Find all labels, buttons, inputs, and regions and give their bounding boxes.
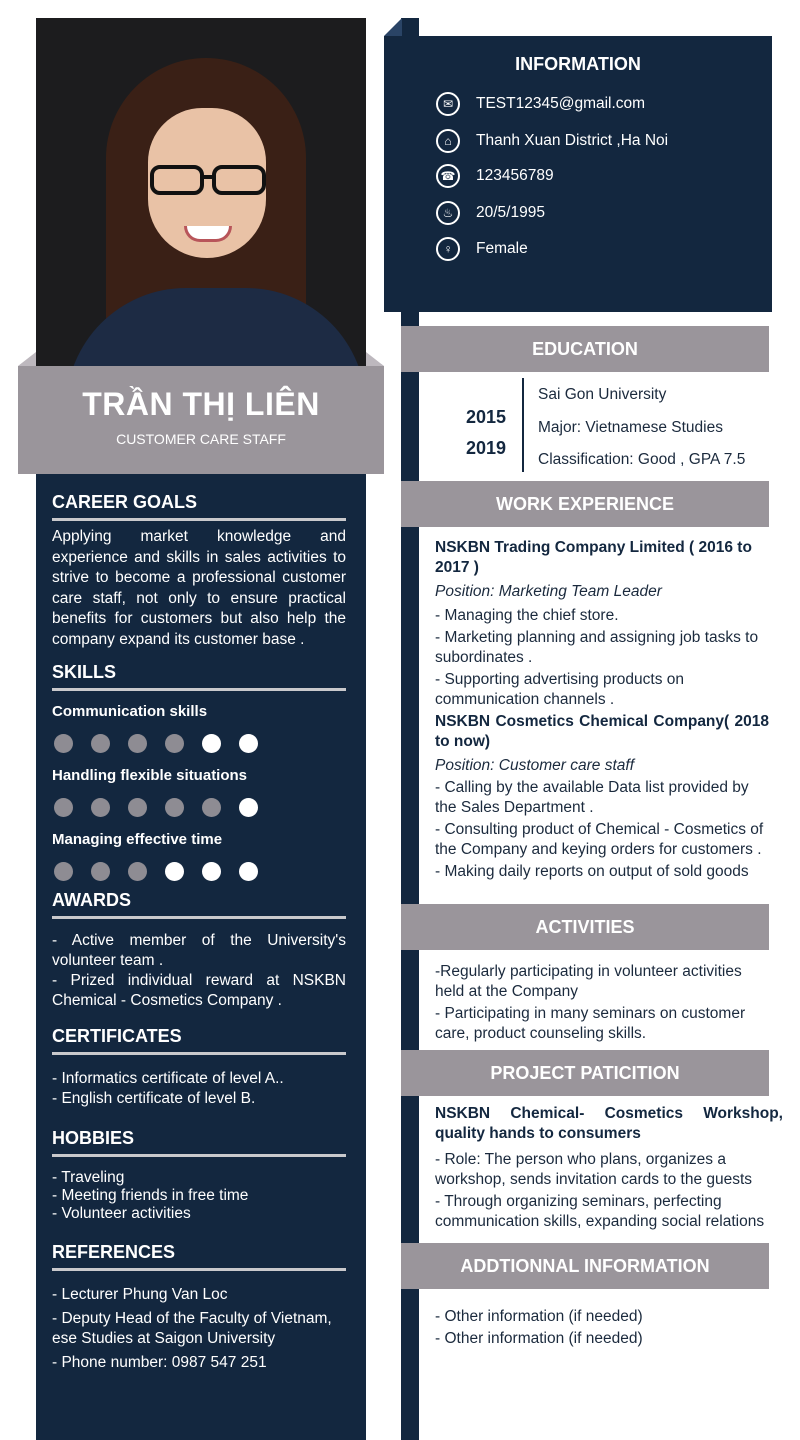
references-section — [52, 1242, 346, 1373]
job-position: Position: Marketing Team Leader — [435, 583, 662, 600]
career-goals-section — [52, 492, 346, 650]
education-years — [466, 402, 506, 464]
full-name: TRẦN THỊ LIÊN — [82, 386, 320, 422]
skill-label: Communication skills — [52, 703, 208, 720]
job-duty: - Making daily reports on output of sold goods — [435, 863, 749, 880]
additional-line: - Other information (if needed) — [435, 1308, 643, 1325]
hobby-line: - Volunteer activities — [52, 1205, 191, 1222]
reference-line: - Lecturer Phung Van Loc — [52, 1286, 228, 1303]
skill-dot-filled — [202, 798, 221, 817]
education-classification: Classification: Good , GPA 7.5 — [538, 451, 746, 468]
project-line: - Through organizing seminars, perfecting communication skills, expanding social relations — [435, 1193, 765, 1230]
job-duty: - Consulting product of Chemical - Cosmetics of the Company and keying orders for customers . — [435, 821, 764, 858]
skill-label: Handling flexible situations — [52, 767, 248, 784]
cake-icon: ♨ — [436, 201, 460, 225]
additional-line: - Other information (if needed) — [435, 1330, 643, 1347]
job-company: NSKBN Cosmetics Chemical Company( 2018 to now) — [435, 713, 769, 750]
glasses-icon — [148, 163, 268, 197]
gender-value: Female — [476, 240, 528, 257]
envelope-icon: ✉ — [436, 92, 460, 116]
project-line: - Role: The person who plans, organizes a workshop, sends invitation cards to the guests — [435, 1151, 753, 1188]
awards-line: - Active member of the University's volunteer team . — [52, 932, 346, 969]
skill-dot-filled — [165, 734, 184, 753]
skill-dot-filled — [165, 798, 184, 817]
skill-dot-empty — [239, 798, 258, 817]
education-major: Major: Vietnamese Studies — [538, 418, 723, 436]
email-value: TEST12345@gmail.com — [476, 95, 646, 112]
information-heading: INFORMATION — [515, 54, 641, 74]
certificates-section — [52, 1026, 346, 1109]
skill-rating — [52, 798, 346, 817]
education-divider — [522, 378, 524, 472]
skill-dot-filled — [128, 734, 147, 753]
skill-rating — [52, 862, 346, 881]
additional-list — [435, 1305, 769, 1349]
hobbies-section — [52, 1128, 346, 1223]
skill-dot-empty — [165, 862, 184, 881]
skill-dot-filled — [91, 798, 110, 817]
education-school: Sai Gon University — [538, 386, 667, 403]
awards-line: - Prized individual reward at NSKBN Chemical - Cosmetics Company . — [52, 972, 346, 1009]
certificate-line: - Informatics certificate of level A.. — [52, 1070, 284, 1087]
reference-line: - Deputy Head of the Faculty of Vietnam, ese Studies at Saigon University — [52, 1310, 332, 1347]
home-icon: ⌂ — [436, 129, 460, 153]
info-birthday — [436, 201, 545, 225]
information-panel — [384, 36, 772, 312]
gender-icon: ♀ — [436, 237, 460, 261]
certificates-heading: CERTIFICATES — [52, 1026, 346, 1055]
skill-dot-empty — [239, 862, 258, 881]
skill-dot-empty — [239, 734, 258, 753]
skill-dot-filled — [54, 862, 73, 881]
work-experience-heading: WORK EXPERIENCE — [401, 481, 769, 527]
hobby-line: - Meeting friends in free time — [52, 1187, 249, 1204]
job-duty: - Marketing planning and assigning job tasks to subordinates . — [435, 629, 759, 666]
certificate-line: - English certificate of level B. — [52, 1090, 256, 1107]
job-duty: - Supporting advertising products on communication channels . — [435, 671, 685, 708]
address-value: Thanh Xuan District ,Ha Noi — [476, 132, 669, 149]
skills-section — [52, 662, 346, 881]
skill-dot-empty — [202, 862, 221, 881]
project-title: NSKBN Chemical- Cosmetics Workshop, quality hands to consumers — [435, 1105, 783, 1142]
skills-heading: SKILLS — [52, 662, 346, 691]
education-heading: EDUCATION — [401, 326, 769, 372]
info-address — [436, 129, 668, 153]
additional-heading: ADDTIONNAL INFORMATION — [401, 1243, 769, 1289]
awards-section — [52, 890, 346, 1011]
skill-label: Managing effective time — [52, 831, 223, 848]
job-title: CUSTOMER CARE STAFF — [116, 431, 286, 447]
birthday-value: 20/5/1995 — [476, 204, 545, 221]
skill-dot-filled — [91, 862, 110, 881]
awards-heading: AWARDS — [52, 890, 346, 919]
activity-line: -Regularly participating in volunteer activities held at the Company — [435, 963, 742, 1000]
job-position: Position: Customer care staff — [435, 757, 634, 774]
phone-value: 123456789 — [476, 167, 554, 184]
activities-heading: ACTIVITIES — [401, 904, 769, 950]
skill-dot-filled — [128, 862, 147, 881]
references-heading: REFERENCES — [52, 1242, 346, 1271]
activities-list — [435, 960, 769, 1044]
skill-dot-filled — [128, 798, 147, 817]
skill-dot-filled — [54, 798, 73, 817]
education-end-year: 2019 — [466, 438, 507, 458]
info-phone — [436, 164, 554, 188]
skill-dot-empty — [202, 734, 221, 753]
job-company: NSKBN Trading Company Limited ( 2016 to 2017 ) — [435, 539, 752, 576]
education-details — [538, 386, 745, 484]
info-gender — [436, 237, 528, 261]
skill-rating — [52, 734, 346, 753]
education-start-year: 2015 — [466, 407, 507, 427]
activity-line: - Participating in many seminars on customer care, product counseling skills. — [435, 1005, 746, 1042]
job-duty: - Managing the chief store. — [435, 607, 619, 624]
profile-photo — [36, 18, 366, 368]
skill-dot-filled — [91, 734, 110, 753]
info-email — [436, 92, 645, 116]
work-experience-list — [435, 538, 769, 882]
project-details — [435, 1104, 783, 1232]
hobbies-heading: HOBBIES — [52, 1128, 346, 1157]
name-banner — [18, 366, 384, 474]
hobby-line: - Traveling — [52, 1169, 125, 1186]
project-heading: PROJECT PATICITION — [401, 1050, 769, 1096]
phone-icon: ☎ — [436, 164, 460, 188]
career-goals-heading: CAREER GOALS — [52, 492, 346, 521]
job-duty: - Calling by the available Data list provided by the Sales Department . — [435, 779, 749, 816]
reference-line: - Phone number: 0987 547 251 — [52, 1354, 267, 1371]
career-goals-text: Applying market knowledge and experience and skills in sales activities to strive to become a professional customer care staff, not only to ensure practical benefits for customers but also help the company expand its customer base . — [52, 528, 346, 648]
skill-dot-filled — [54, 734, 73, 753]
